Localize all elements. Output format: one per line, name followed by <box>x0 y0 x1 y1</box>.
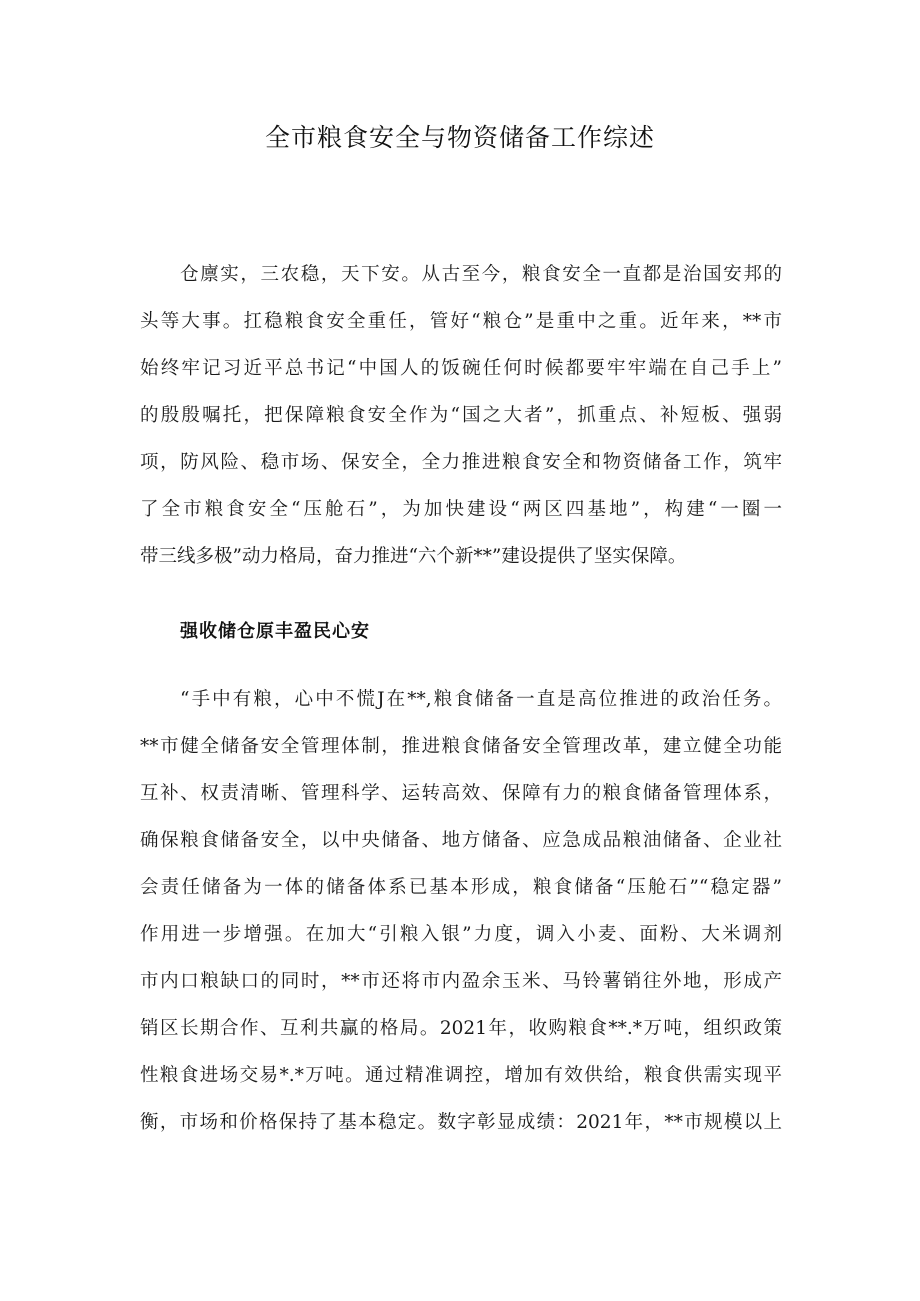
paragraph-2-line: 确保粮食储备安全，以中央储备、地方储备、应急成品粮油储备、企业社 <box>140 830 782 851</box>
paragraph-1-line: 了全市粮食安全“压舱石”，为加快建设“两区四基地”，构建“一圈一 <box>140 499 782 520</box>
paragraph-2-line: 市内口粮缺口的同时，**市还将市内盈余玉米、马铃薯销往外地，形成产 <box>140 971 782 992</box>
paragraph-2-line: 作用进一步增强。在加大“引粮入银”力度，调入小麦、面粉、大米调剂 <box>140 924 782 945</box>
paragraph-1-line: 项，防风险、稳市场、保安全，全力推进粮食安全和物资储备工作，筑牢 <box>140 452 782 473</box>
paragraph-2-line: 互补、权责清晰、管理科学、运转高效、保障有力的粮食储备管理体系， <box>140 783 782 804</box>
paragraph-2-line: 销区长期合作、互利共赢的格局。2021年，收购粮食**.*万吨，组织政策 <box>140 1018 782 1039</box>
paragraph-1-line: 的殷殷嘱托，把保障粮食安全作为“国之大者”，抓重点、补短板、强弱 <box>140 405 782 426</box>
paragraph-1-line: 始终牢记习近平总书记“中国人的饭碗任何时候都要牢牢端在自己手上” <box>140 358 782 379</box>
section-heading: 强收储仓原丰盈民心安 <box>180 621 370 642</box>
paragraph-2-line: 性粮食进场交易*.*万吨。通过精准调控，增加有效供给，粮食供需实现平 <box>140 1065 782 1086</box>
paragraph-2-line: 衡，市场和价格保持了基本稳定。数字彰显成绩：2021年，**市规模以上 <box>140 1112 782 1133</box>
paragraph-2-line: **市健全储备安全管理体制，推进粮食储备安全管理改革，建立健全功能 <box>140 736 782 757</box>
document-title: 全市粮食安全与物资储备工作综述 <box>264 123 655 152</box>
paragraph-1-line: 仓廪实，三农稳，天下安。从古至今，粮食安全一直都是治国安邦的 <box>180 264 782 285</box>
paragraph-1-line: 带三线多极”动力格局，奋力推进“六个新**”建设提供了坚实保障。 <box>140 546 687 567</box>
paragraph-2-line: 会责任储备为一体的储备体系已基本形成，粮食储备“压舱石”“稳定器” <box>140 877 782 898</box>
paragraph-1-line: 头等大事。扛稳粮食安全重任，管好“粮仓”是重中之重。近年来，**市 <box>140 311 782 332</box>
paragraph-2-line: “手中有粮，心中不慌J在**,粮食储备一直是高位推进的政治任务。 <box>180 689 782 710</box>
